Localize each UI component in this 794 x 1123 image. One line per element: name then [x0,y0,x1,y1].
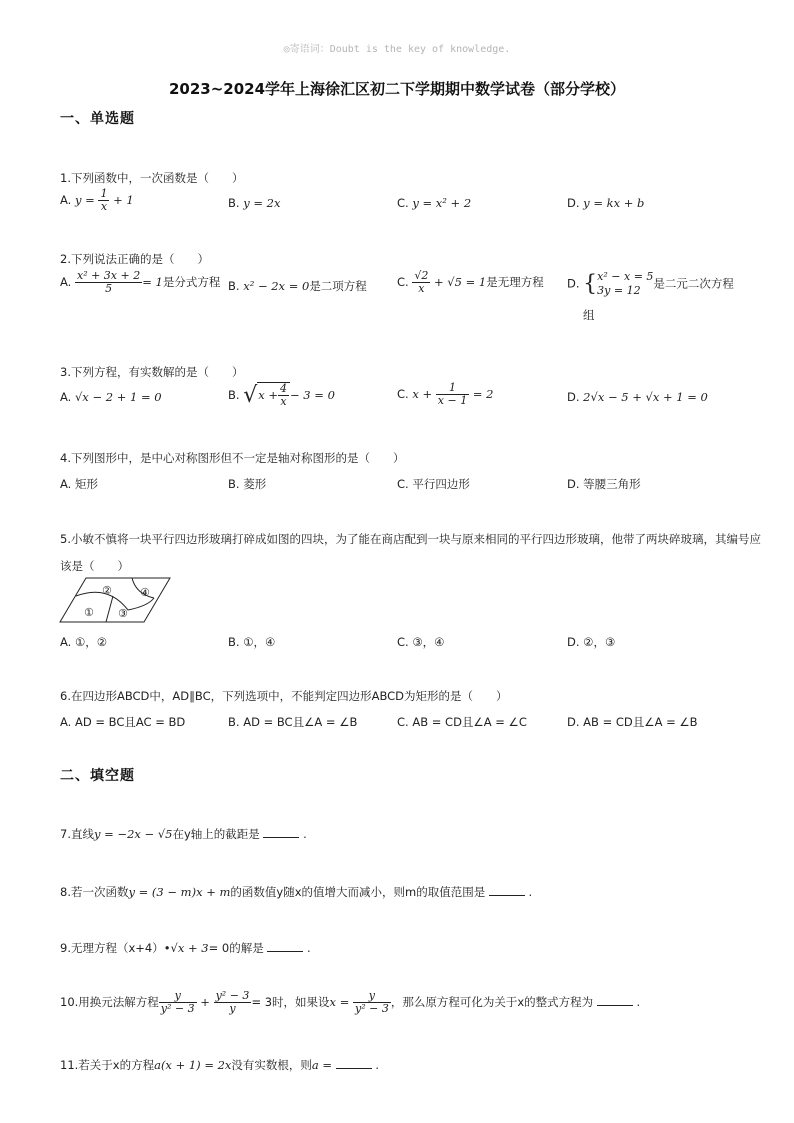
numerator: y² − 3 [215,989,250,1002]
question-text: ，那么原方程可化为关于x的整式方程为 [390,995,594,1009]
option-label: C. [397,275,409,289]
option-text: 是分式方程 [162,275,221,289]
question-text: 9.无理方程（x+4）• [60,941,171,955]
question-text: = 0的解是 [208,941,264,955]
question-text: . [528,885,533,899]
answer-blank[interactable] [263,827,299,838]
question-1-option-b [228,196,280,210]
option-text: 是二元二次方程 [653,276,734,291]
answer-blank[interactable] [336,1058,372,1069]
math-expr: x + [258,388,279,402]
question-text: 10.用换元法解方程 [60,995,159,1009]
denominator: x [100,200,108,213]
option-label: C. [397,196,409,210]
question-text: 7.直线 [60,827,94,841]
question-2-option-c [397,270,544,295]
numerator: √2 [414,269,429,282]
math-expr: √x − 2 + 1 = 0 [74,390,162,404]
option-label: D. [567,276,580,291]
figure-label-2: ② [102,584,112,597]
question-5-stem-cont: 该是（ ） [60,559,129,573]
option-text: 是无理方程 [486,275,544,289]
math-expr: y = −2x − √5 [93,827,173,841]
fraction [436,382,469,407]
math-expr: x = [329,995,350,1009]
question-3-option-b [228,382,335,408]
question-1-stem: 1.下列函数中，一次函数是（ ） [60,171,244,185]
option-label: A. [60,390,72,404]
math-expr: a = [311,1058,333,1072]
math-expr: x² − 2x = 0 [243,279,310,293]
question-10 [60,990,640,1015]
option-label: A. [60,193,72,207]
question-4-option-a: A. 矩形 [60,477,98,491]
question-text: = 3时，如果设 [251,995,330,1009]
question-text: 在y轴上的截距是 [172,827,260,841]
numerator: 4 [280,382,288,395]
math-expr: = 1 [142,275,163,289]
math-expr: y = kx + b [583,196,645,210]
brace-icon: { [583,271,598,297]
question-6-option-a: A. AD = BC且AC = BD [60,715,186,729]
question-4-option-b: B. 菱形 [228,477,267,491]
option-label: B. [228,279,240,293]
question-4-stem: 4.下列图形中，是中心对称图形但不一定是轴对称图形的是（ ） [60,451,405,465]
motto: ◎寄语词：Doubt is the key of knowledge. [283,44,511,55]
option-label: B. [228,388,240,402]
question-2-option-b [228,278,367,294]
denominator: y [229,1002,236,1015]
math-expr: x + [412,387,433,401]
question-text: . [303,827,307,841]
math-expr: a(x + 1) = 2x [154,1058,232,1072]
fraction [98,188,109,213]
option-text: 是二项方程 [309,279,367,293]
numerator: x² + 3x + 2 [76,269,141,282]
question-6-option-c: C. AB = CD且∠A = ∠C [397,715,527,729]
system-line-1: x² − x = 5 [597,270,654,283]
question-2-option-d [567,270,734,298]
denominator: x − 1 [437,394,468,407]
fraction [159,990,197,1015]
option-label: D. [567,196,580,210]
question-3-option-a [60,390,162,404]
question-4-option-c: C. 平行四边形 [397,477,470,491]
question-1-option-a [60,188,134,213]
question-5-option-c: C. ③，④ [397,635,445,649]
question-text: 没有实数根，则 [231,1058,312,1072]
option-label: C. [397,387,409,401]
option-label: B. [228,196,240,210]
question-text: . [307,941,311,955]
question-2-option-a [60,270,220,295]
numerator: y [353,990,391,1003]
fraction [412,270,430,295]
math-expr: y = [74,193,95,207]
math-expr: y = x² + 2 [412,196,472,210]
fraction [75,270,142,295]
question-3-option-d [567,390,708,404]
figure-label-4: ④ [140,586,150,599]
question-text: 8.若一次函数 [60,885,129,899]
numerator: y [159,990,197,1003]
math-expr: + √5 = 1 [434,275,487,289]
math-expr: − 3 = 0 [290,388,335,402]
fraction [353,990,391,1015]
sqrt-icon: √ [243,383,258,408]
question-5-stem: 5.小敏不慎将一块平行四边形玻璃打碎成如图的四块，为了能在商店配到一块与原来相同的平行四边形玻璃，他带了两块碎玻璃，其编号应 [60,532,761,546]
answer-blank[interactable] [267,941,303,952]
fraction [214,990,252,1015]
numerator: 1 [100,187,108,200]
question-5-option-b: B. ①，④ [228,635,276,649]
answer-blank[interactable] [597,995,633,1006]
section-fill-blank: 二、填空题 [60,768,135,784]
figure-label-3: ③ [118,607,128,620]
question-text: . [375,1058,380,1072]
question-1-option-d [567,196,644,210]
fraction [278,383,289,408]
denominator: 5 [105,282,113,295]
question-11 [60,1057,379,1073]
math-expr: + 1 [113,193,134,207]
math-expr: √x + 3 [170,941,209,955]
question-text: 的函数值y随x的值增大而减小，则m的取值范围是 [230,885,486,899]
denominator: x [280,395,287,408]
question-5-option-a: A. ①，② [60,635,108,649]
math-expr: y = (3 − m)x + m [128,885,231,899]
page-title: 2023~2024学年上海徐汇区初二下学期期中数学试卷（部分学校） [168,80,626,98]
question-9 [60,940,311,956]
denominator: y² − 3 [354,1002,389,1015]
question-6-option-b: B. AD = BC且∠A = ∠B [228,715,358,729]
question-5-option-d: D. ②，③ [567,635,616,649]
question-text: . [636,995,641,1009]
numerator: 1 [436,382,469,395]
question-8 [60,884,532,900]
answer-blank[interactable] [489,885,525,896]
question-6-option-d: D. AB = CD且∠A = ∠B [567,715,698,729]
math-expr: 2√x − 5 + √x + 1 = 0 [583,390,708,404]
question-1-option-c [397,196,471,210]
question-6-stem: 6.在四边形ABCD中，AD∥BC，下列选项中，不能判定四边形ABCD为矩形的是（ ） [60,689,508,703]
section-single-choice: 一、单选题 [60,111,135,127]
question-text: 11.若关于x的方程 [60,1058,155,1072]
system-line-2: 3y = 12 [597,284,641,297]
question-2-stem: 2.下列说法正确的是（ ） [60,252,209,266]
question-4-option-d: D. 等腰三角形 [567,477,641,491]
figure-label-1: ① [84,606,94,619]
denominator: x [418,282,425,295]
broken-glass-figure [58,576,174,626]
question-3-stem: 3.下列方程，有实数解的是（ ） [60,365,244,379]
equation-system [597,270,653,298]
option-label: D. [567,390,580,404]
math-expr: y = 2x [243,196,281,210]
question-2-option-d-cont: 组 [583,308,595,322]
math-expr: = 2 [472,387,494,401]
question-3-option-c [397,382,493,407]
question-7 [60,826,307,842]
denominator: y² − 3 [160,1002,195,1015]
math-expr: + [200,995,210,1009]
option-label: A. [60,275,72,289]
